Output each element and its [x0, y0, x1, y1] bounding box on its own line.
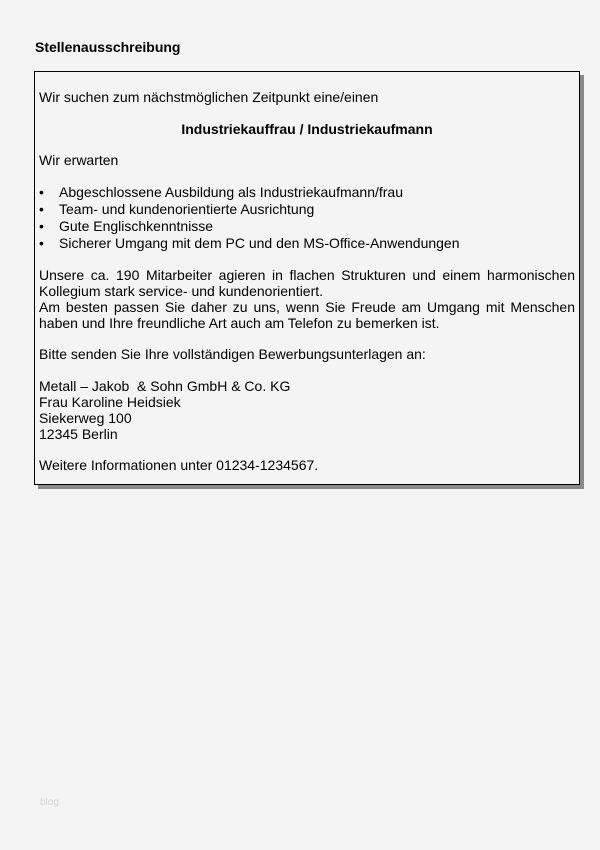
- bullet-icon: •: [39, 218, 44, 234]
- list-item-text: Team- und kundenorientierte Ausrichtung: [59, 201, 315, 217]
- list-item: [39, 235, 575, 251]
- list-item-text: Sicherer Umgang mit dem PC und den MS-Office-Anwendungen: [59, 235, 460, 251]
- list-item-text: Abgeschlossene Ausbildung als Industriekaufmann/frau: [59, 184, 403, 200]
- company-text-line: haben und Ihre freundliche Art auch am Telefon zu bemerken ist.: [39, 315, 440, 331]
- address-street: Siekerweg 100: [39, 410, 132, 426]
- address-contact: Frau Karoline Heidsiek: [39, 394, 181, 410]
- company-text-line: Kollegium stark service- und kundenorientiert.: [39, 283, 324, 299]
- bullet-icon: •: [39, 235, 44, 251]
- address-city: 12345 Berlin: [39, 426, 118, 442]
- watermark: blog: [40, 797, 59, 808]
- company-text-line: Am besten passen Sie daher zu uns, wenn Sie Freude am Umgang mit Menschen: [39, 299, 575, 315]
- bullet-icon: •: [39, 201, 44, 217]
- expect-label: Wir erwarten: [39, 152, 119, 168]
- list-item: [39, 201, 575, 217]
- position-title: Industriekauffrau / Industriekaufmann: [181, 121, 433, 137]
- address-company: Metall – Jakob & Sohn GmbH & Co. KG: [39, 378, 291, 394]
- list-item: [39, 184, 575, 200]
- list-item-text: Gute Englischkenntnisse: [59, 218, 214, 234]
- list-item: [39, 218, 575, 234]
- company-text-line: Unsere ca. 190 Mitarbeiter agieren in flachen Strukturen und einem harmonischen: [39, 267, 575, 283]
- intro-text: Wir suchen zum nächstmöglichen Zeitpunkt eine/einen: [39, 89, 379, 105]
- more-info: Weitere Informationen unter 01234-1234567.: [39, 457, 319, 473]
- bullet-icon: •: [39, 184, 44, 200]
- apply-prompt: Bitte senden Sie Ihre vollständigen Bewerbungsunterlagen an:: [39, 346, 426, 362]
- page-title: Stellenausschreibung: [35, 39, 181, 55]
- job-ad-box: [34, 71, 580, 485]
